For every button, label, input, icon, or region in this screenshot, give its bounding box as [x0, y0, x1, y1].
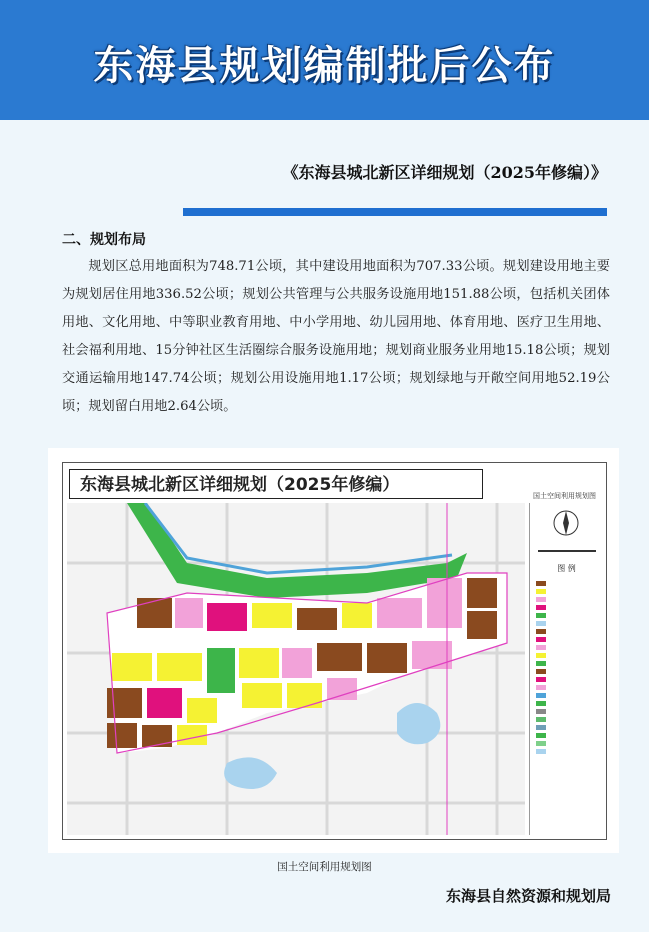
divider-bar [183, 208, 607, 216]
body-paragraph: 规划区总用地面积为748.71公顷，其中建设用地面积为707.33公顷。规划建设用地主要为规划居住用地336.52公顷；规划公共管理与公共服务设施用地151.88公顷，包括机关团体用地、文化用地、中等职业教育用地、中小学用地、幼儿园用地、体育用地、医疗卫生用地、社会福利用地、15分钟社区生活圈综合服务设施用地；规划商业服务业用地15.18公顷；规划交通运输用地147.74公顷；规划公用设施用地1.17公顷；规划绿地与开敞空间用地52.19公顷；规划留白用地2.64公顷。 [62, 259, 610, 414]
page-title: 东海县规划编制批后公布 [93, 42, 556, 89]
section-heading: 二、规划布局 [62, 232, 146, 248]
header-banner [0, 0, 649, 120]
figure-caption: 国土空间利用规划图 [277, 861, 372, 873]
document-subtitle: 《东海县城北新区详细规划（2025年修编）》 [282, 163, 607, 182]
legend-title: 图 例 [557, 564, 576, 573]
map-legend [529, 503, 603, 835]
map-figure [48, 448, 619, 853]
issuing-organization: 东海县自然资源和规划局 [445, 887, 611, 905]
legend-swatches [530, 503, 603, 835]
map-subtitle: 国土空间利用规划图 [533, 492, 596, 500]
land-use-map [67, 503, 525, 835]
map-title: 东海县城北新区详细规划（2025年修编） [69, 469, 483, 499]
map-frame [62, 462, 607, 840]
